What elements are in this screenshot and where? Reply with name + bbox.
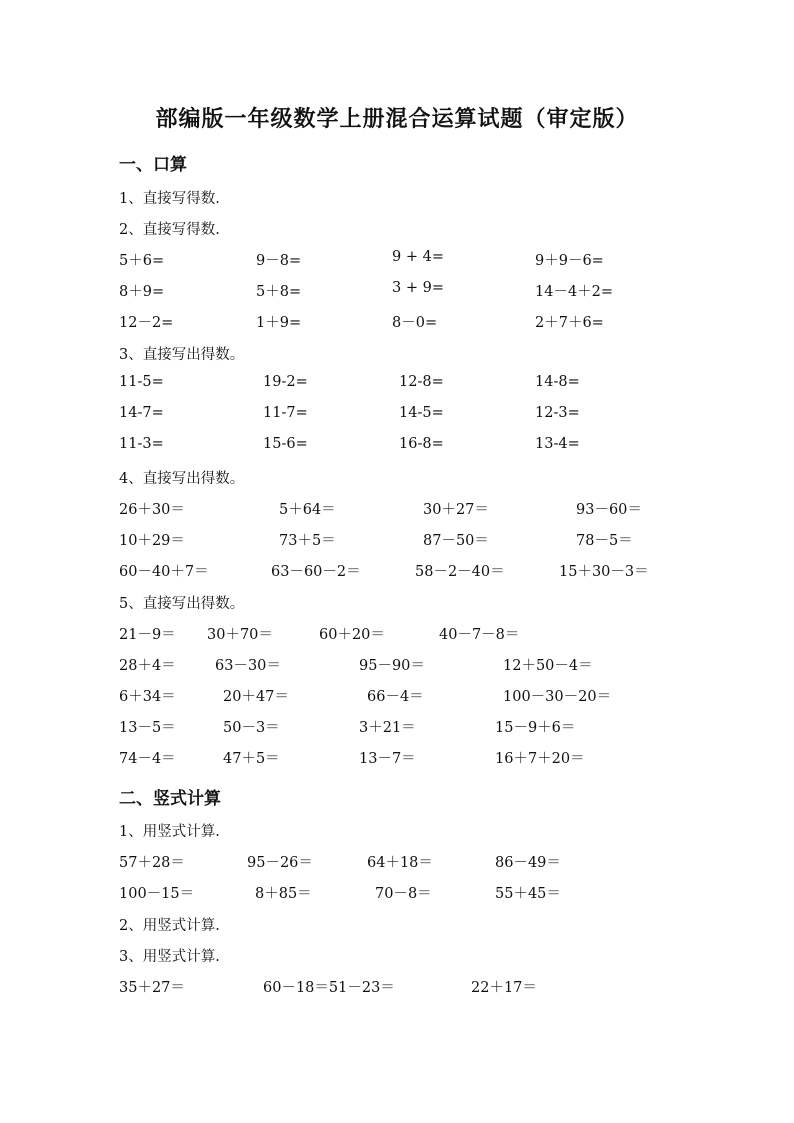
problem: 15＋30－3＝ — [559, 564, 649, 580]
problem: 47＋5＝ — [223, 751, 280, 767]
problem: 15－9＋6＝ — [495, 720, 576, 736]
problem: 60－18＝51－23＝ — [263, 980, 395, 996]
question-4-label: 4、直接写出得数。 — [119, 471, 245, 487]
problem-row — [0, 716, 794, 738]
problem: 100－30－20＝ — [503, 689, 612, 705]
problem: 63－60－2＝ — [271, 564, 361, 580]
problem-row — [0, 405, 794, 427]
problem-row — [0, 374, 794, 396]
problem: 60－40＋7＝ — [119, 564, 209, 580]
problem: 9－8= — [256, 253, 302, 269]
problem: 26＋30＝ — [119, 502, 185, 518]
problem-row — [0, 280, 794, 302]
problem: 20＋47＝ — [223, 689, 289, 705]
problem: 8－0= — [392, 315, 438, 331]
problem: 15-6= — [263, 436, 308, 452]
question-3-label: 3、用竖式计算. — [119, 949, 220, 965]
problem: 3＋21＝ — [359, 720, 416, 736]
problem: 14-7= — [119, 405, 164, 421]
question-2-label: 2、用竖式计算. — [119, 918, 220, 934]
problem: 73＋5＝ — [279, 533, 336, 549]
section-heading-vertical-calc: 二、竖式计算 — [119, 789, 221, 809]
problem: 9 + 4= — [392, 249, 444, 265]
problem: 12-3= — [535, 405, 580, 421]
problem: 95－90＝ — [359, 658, 425, 674]
problem: 60＋20＝ — [319, 627, 385, 643]
problem: 13-4= — [535, 436, 580, 452]
problem: 8＋85＝ — [255, 886, 312, 902]
problem-row — [0, 685, 794, 707]
problem-row — [0, 498, 794, 520]
problem: 19-2= — [263, 374, 308, 390]
problem-row — [0, 882, 794, 904]
problem: 66－4＝ — [367, 689, 424, 705]
problem: 5＋6= — [119, 253, 165, 269]
question-5-label: 5、直接写出得数。 — [119, 596, 245, 612]
problem-row — [0, 311, 794, 333]
problem: 16＋7＋20＝ — [495, 751, 585, 767]
problem: 28＋4＝ — [119, 658, 176, 674]
problem: 95－26＝ — [247, 855, 313, 871]
problem-row — [0, 560, 794, 582]
problem-row — [0, 623, 794, 645]
problem: 70－8＝ — [375, 886, 432, 902]
problem-row — [0, 747, 794, 769]
problem: 57＋28＝ — [119, 855, 185, 871]
problem-row — [0, 529, 794, 551]
problem: 5＋8= — [256, 284, 302, 300]
problem: 22＋17＝ — [471, 980, 537, 996]
page-title: 部编版一年级数学上册混合运算试题（审定版） — [155, 106, 639, 132]
problem: 30＋70＝ — [207, 627, 273, 643]
problem-row — [0, 976, 794, 998]
problem: 50－3＝ — [223, 720, 280, 736]
problem: 11-7= — [263, 405, 308, 421]
problem: 14－4＋2= — [535, 284, 614, 300]
problem-row — [0, 851, 794, 873]
problem: 16-8= — [399, 436, 444, 452]
problem-row — [0, 436, 794, 458]
problem: 30＋27＝ — [423, 502, 489, 518]
problem-row — [0, 654, 794, 676]
problem: 10＋29＝ — [119, 533, 185, 549]
problem: 3 + 9= — [392, 280, 444, 296]
problem: 11-5= — [119, 374, 164, 390]
problem: 12＋50－4＝ — [503, 658, 593, 674]
problem: 12－2= — [119, 315, 174, 331]
problem-row — [0, 249, 794, 271]
problem: 12-8= — [399, 374, 444, 390]
section-heading-mental-math: 一、口算 — [119, 155, 187, 175]
problem: 13－5＝ — [119, 720, 176, 736]
problem: 40－7－8＝ — [439, 627, 520, 643]
problem: 6＋34＝ — [119, 689, 176, 705]
problem: 11-3= — [119, 436, 164, 452]
problem: 86－49＝ — [495, 855, 561, 871]
problem: 55＋45＝ — [495, 886, 561, 902]
problem: 64＋18＝ — [367, 855, 433, 871]
problem: 2＋7＋6= — [535, 315, 604, 331]
problem: 100－15＝ — [119, 886, 195, 902]
question-2-label: 2、直接写得数. — [119, 222, 220, 238]
question-1-label: 1、用竖式计算. — [119, 824, 220, 840]
problem: 63－30＝ — [215, 658, 281, 674]
problem: 87－50＝ — [423, 533, 489, 549]
problem: 8＋9= — [119, 284, 165, 300]
problem: 1＋9= — [256, 315, 302, 331]
problem: 93－60＝ — [576, 502, 642, 518]
problem: 58－2－40＝ — [415, 564, 505, 580]
problem: 74－4＝ — [119, 751, 176, 767]
question-1-label: 1、直接写得数. — [119, 191, 220, 207]
problem: 14-8= — [535, 374, 580, 390]
problem: 9＋9－6= — [535, 253, 604, 269]
problem: 13－7＝ — [359, 751, 416, 767]
question-3-label: 3、直接写出得数。 — [119, 347, 245, 363]
problem: 5＋64＝ — [279, 502, 336, 518]
problem: 14-5= — [399, 405, 444, 421]
problem: 35＋27＝ — [119, 980, 185, 996]
problem: 21－9＝ — [119, 627, 176, 643]
problem: 78－5＝ — [576, 533, 633, 549]
